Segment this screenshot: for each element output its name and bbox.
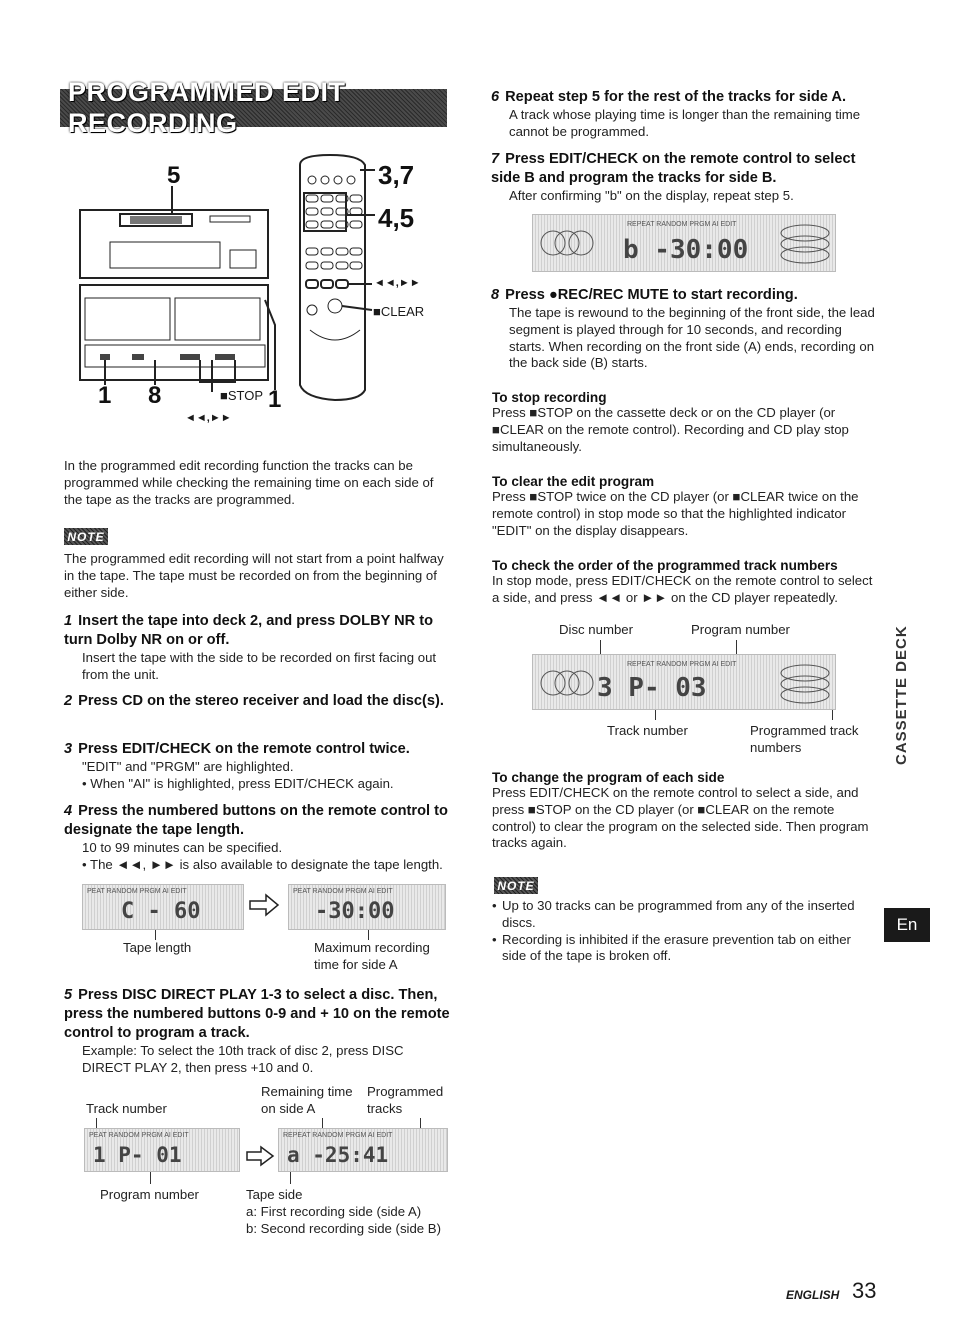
disc-icon — [537, 221, 599, 265]
cassette-icon — [777, 661, 833, 707]
clear-program-heading: To clear the edit program — [492, 474, 655, 489]
step-8-heading: Press ●REC/REC MUTE to start recording. — [505, 287, 798, 303]
callout-8: 8 — [148, 382, 162, 409]
note-item: • Up to 30 tracks can be programmed from any of the inserted discs. — [492, 898, 876, 932]
lcd-program-digits: 1 P- 01 — [93, 1143, 182, 1167]
step-4-bullet: • The ◄◄, ►► is also available to designate the tape length. — [82, 856, 443, 872]
step-4-heading: Press the numbered buttons on the remote control to designate the tape length. — [64, 803, 448, 838]
step-4-body: 10 to 99 minutes can be specified. — [82, 840, 283, 855]
note-badge-2: NOTE — [494, 877, 538, 894]
arrow-right-icon — [248, 893, 280, 917]
step-8-body: The tape is rewound to the beginning of the front side, the lead segment is played through for 10 seconds, and recording starts. When recording on the front side (A) ends, recording on the back side (B) starts. — [509, 305, 875, 371]
lcd-indicators: PEAT RANDOM PRGM AI EDIT — [87, 888, 187, 895]
step-6-number: 6 — [491, 89, 500, 105]
step-7 — [491, 150, 877, 205]
section-change-program — [492, 770, 877, 852]
step-1 — [64, 612, 450, 684]
footer-language: ENGLISH — [786, 1288, 840, 1302]
page-number: 33 — [852, 1278, 877, 1303]
label-program-number: Program number — [100, 1187, 199, 1202]
label-program-number-right: Program number — [691, 622, 790, 637]
label-tape-side: Tape side — [246, 1187, 303, 1202]
step-3-body: "EDIT" and "PRGM" are highlighted. — [82, 759, 294, 774]
change-program-body: Press EDIT/CHECK on the remote control to select a side, and press ■STOP on the CD player (or ■CLEAR on the remote control) to clear the program on the selected side. Then program tracks again. — [492, 785, 869, 851]
callout-1b: 1 — [268, 386, 282, 413]
device-diagram — [60, 150, 450, 435]
page-title-text: PROGRAMMED EDIT RECORDING — [68, 77, 346, 138]
step-1-body: Insert the tape with the side to be recorded on first facing out from the unit. — [82, 650, 437, 682]
step-3 — [64, 740, 450, 793]
lcd-remaining-time — [278, 1128, 448, 1172]
step-5-number: 5 — [64, 987, 73, 1003]
callout-1a: 1 — [98, 382, 112, 409]
label-track-number-right: Track number — [607, 723, 688, 738]
note-list — [492, 898, 876, 965]
change-program-heading: To change the program of each side — [492, 770, 725, 785]
note-text: The programmed edit recording will not start from a point halfway in the tape. The tape must be recorded on from the beginning of either side. — [64, 551, 444, 600]
note-item: • Recording is inhibited if the erasure prevention tab on either side of the tape is broken off. — [492, 932, 876, 966]
lcd-indicators: PEAT RANDOM PRGM AI EDIT — [293, 888, 393, 895]
step-2-heading: Press CD on the stereo receiver and load the disc(s). — [78, 693, 444, 709]
caption-max-time: Maximum recording time for side A — [314, 940, 430, 972]
lcd-indicators: REPEAT RANDOM PRGM AI EDIT — [283, 1132, 393, 1139]
language-tab: En — [884, 908, 930, 942]
step-5-heading: Press DISC DIRECT PLAY 1-3 to select a disc. Then, press the numbered buttons 0-9 and + 10 on the remote control to program a track. — [64, 987, 450, 1041]
step-6-heading: Repeat step 5 for the rest of the tracks for side A. — [505, 89, 847, 105]
step-7-heading: Press EDIT/CHECK on the remote control to select side B and program the tracks for side B. — [491, 151, 856, 186]
step-8-number: 8 — [491, 287, 500, 303]
section-clear-program — [492, 474, 877, 539]
step-3-number: 3 — [64, 741, 73, 757]
intro-paragraph: In the programmed edit recording function the tracks can be programmed while checking the remaining time on each side of the tape as the tracks are programmed. — [64, 458, 434, 507]
caption-tape-length: Tape length — [123, 940, 192, 955]
section-check-order — [492, 558, 877, 607]
clear-program-body: Press ■STOP twice on the CD player (or ■CLEAR twice on the remote control) in stop mode so that the highlighted indicator "EDIT" on the display disappears. — [492, 489, 859, 538]
arrow-right-icon — [245, 1145, 275, 1167]
step-7-body: After confirming "b" on the display, repeat step 5. — [509, 188, 794, 203]
lcd-check-digits: 3 P- 03 — [597, 673, 707, 703]
lcd-max-digits: -30:00 — [315, 899, 395, 924]
page-title — [60, 77, 447, 138]
stop-label: ■STOP — [220, 388, 264, 403]
lcd-indicators: PEAT RANDOM PRGM AI EDIT — [89, 1132, 189, 1139]
step-6 — [491, 88, 877, 141]
check-order-heading: To check the order of the programmed track numbers — [492, 558, 838, 573]
step-7-number: 7 — [491, 151, 500, 167]
label-track-number: Track number — [86, 1101, 167, 1116]
step-6-body: A track whose playing time is longer than the remaining time cannot be programmed. — [509, 107, 861, 139]
lcd-side-b-digits: b -30:00 — [623, 235, 749, 265]
lcd-indicators: REPEAT RANDOM PRGM AI EDIT — [627, 221, 737, 228]
label-programmed-tracks: Programmed tracks — [367, 1084, 444, 1116]
step-5 — [64, 986, 450, 1077]
label-remaining-time: Remaining time on side A — [261, 1084, 353, 1116]
label-side-b: b: Second recording side (side B) — [246, 1221, 441, 1236]
lcd-tape-length — [82, 884, 244, 930]
label-programmed-track-numbers: Programmed track numbers — [750, 723, 859, 755]
step-1-number: 1 — [64, 613, 73, 629]
step-4-number: 4 — [64, 803, 73, 819]
callout-5: 5 — [167, 162, 181, 189]
callout-4-5: 4,5 — [378, 203, 415, 233]
lcd-remaining-digits: a -25:41 — [287, 1143, 389, 1167]
step-8 — [491, 286, 877, 372]
step-3-heading: Press EDIT/CHECK on the remote control twice. — [78, 741, 410, 757]
lcd-indicators: REPEAT RANDOM PRGM AI EDIT — [627, 661, 737, 668]
clear-label: ■CLEAR — [373, 304, 425, 319]
label-disc-number: Disc number — [559, 622, 634, 637]
lcd-max-time — [288, 884, 446, 930]
label-side-a: a: First recording side (side A) — [246, 1204, 422, 1219]
lcd-side-b — [532, 214, 836, 272]
section-stop-recording — [492, 390, 877, 455]
step-1-heading: Insert the tape into deck 2, and press DOLBY NR to turn Dolby NR on or off. — [64, 613, 434, 648]
step-3-bullet: • When "AI" is highlighted, press EDIT/CHECK again. — [82, 775, 394, 791]
cassette-icon — [777, 221, 833, 267]
check-order-body: In stop mode, press EDIT/CHECK on the remote control to select a side, and press ◄◄ or ►► on the CD player repeatedly. — [492, 573, 873, 605]
unit-skip-label: ◄◄,►► — [185, 412, 232, 424]
lcd-tape-digits: C - 60 — [121, 899, 201, 924]
section-tab-cassette-deck: CASSETTE DECK — [893, 625, 910, 765]
stop-recording-heading: To stop recording — [492, 390, 607, 405]
note-badge: NOTE — [64, 528, 108, 545]
lcd-program-entry — [84, 1128, 240, 1172]
remote-skip-label: ◄◄,►► — [374, 277, 421, 289]
callout-3-7: 3,7 — [378, 160, 415, 190]
stop-recording-body: Press ■STOP on the cassette deck or on the CD player (or ■CLEAR on the remote control). Recording and CD play stop simultaneously. — [492, 405, 849, 454]
disc-icon — [537, 661, 599, 705]
step-2 — [64, 692, 450, 711]
step-4 — [64, 802, 450, 874]
lcd-check-order — [532, 654, 836, 710]
step-5-example: Example: To select the 10th track of disc 2, press DISC DIRECT PLAY 2, then press +10 and 0. — [82, 1043, 404, 1075]
step-2-number: 2 — [64, 693, 73, 709]
